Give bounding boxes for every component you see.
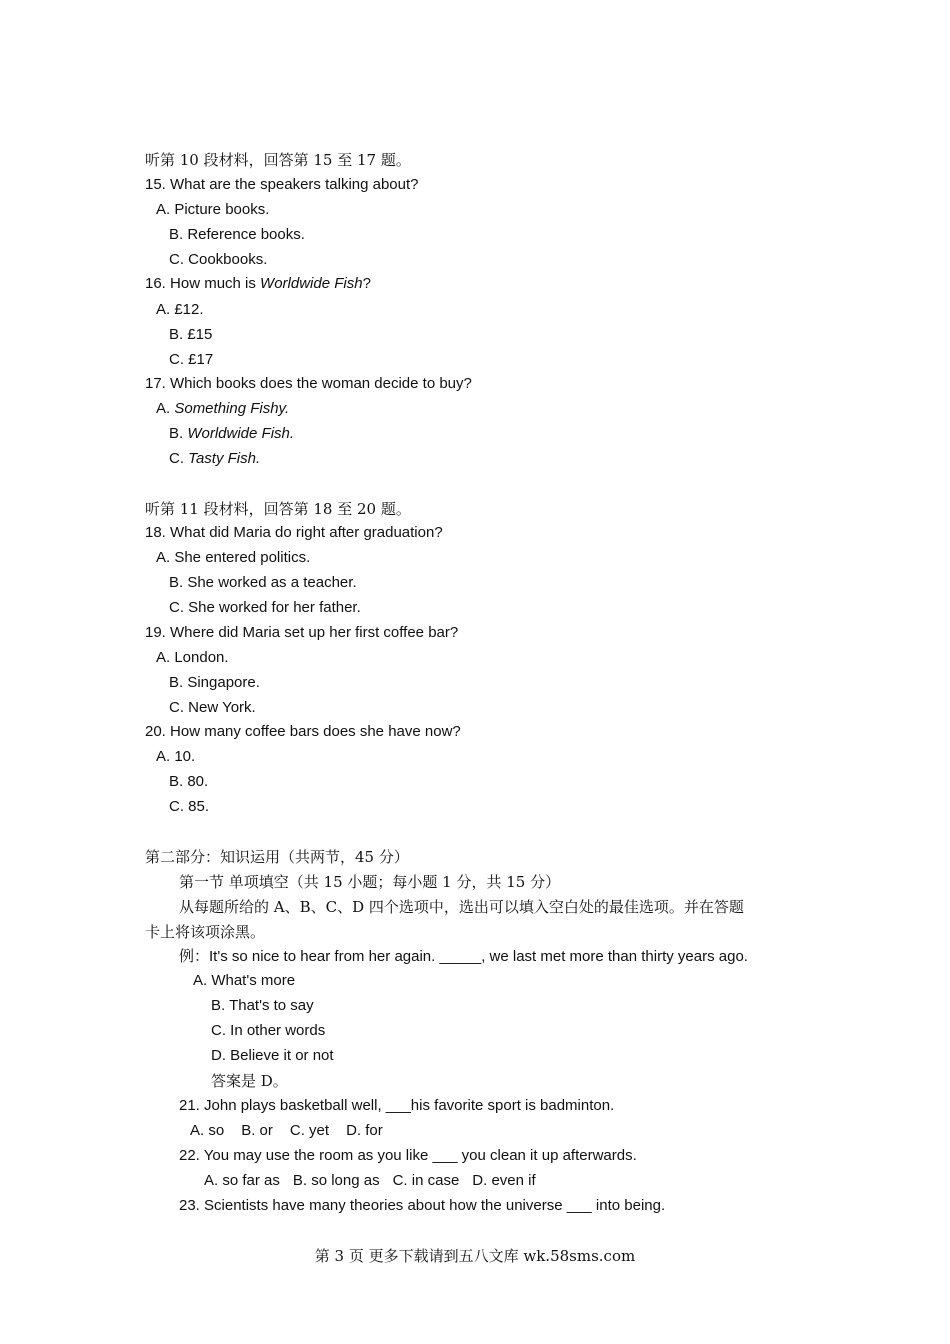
q17-c-title: Tasty Fish. bbox=[188, 450, 261, 467]
q18-option-b: B. She worked as a teacher. bbox=[169, 574, 357, 591]
q19-option-b: B. Singapore. bbox=[169, 674, 260, 691]
example-option-a: A. What's more bbox=[193, 972, 296, 989]
q19-option-a: A. London. bbox=[156, 649, 229, 666]
question-15: 15. What are the speakers talking about? bbox=[145, 176, 419, 193]
q18-option-a: A. She entered politics. bbox=[156, 549, 311, 566]
example-question: 例：It's so nice to hear from her again. _____, we last met more than thirty years ago. bbox=[179, 948, 748, 965]
q17-a-title: Something Fishy. bbox=[174, 400, 290, 417]
q17-c-letter: C. bbox=[169, 450, 189, 467]
q15-option-a: A. Picture books. bbox=[156, 201, 270, 218]
question-23: 23. Scientists have many theories about how the universe ___ into being. bbox=[179, 1197, 666, 1214]
q21-option-c: C. yet bbox=[289, 1122, 330, 1139]
question-18: 18. What did Maria do right after graduation? bbox=[145, 524, 443, 541]
example-option-b: B. That's to say bbox=[211, 997, 314, 1014]
q22-option-c: C. in case bbox=[392, 1172, 460, 1189]
q21-option-a: A. so bbox=[190, 1122, 225, 1139]
q17-a-letter: A. bbox=[156, 400, 175, 417]
q22-option-a: A. so far as bbox=[204, 1172, 280, 1189]
q20-option-c: C. 85. bbox=[169, 798, 210, 815]
question-17: 17. Which books does the woman decide to buy? bbox=[145, 375, 472, 392]
q16-book-title: Worldwide Fish bbox=[260, 275, 363, 292]
instruction-line-2: 卡上将该项涂黑。 bbox=[145, 923, 266, 941]
q22-option-d: D. even if bbox=[472, 1172, 536, 1189]
q15-option-b: B. Reference books. bbox=[169, 226, 305, 243]
example-option-d: D. Believe it or not bbox=[211, 1047, 334, 1064]
q20-option-a: A. 10. bbox=[156, 748, 196, 765]
q16-stem-pre: 16. How much is bbox=[145, 275, 261, 292]
q17-b-title: Worldwide Fish. bbox=[187, 425, 295, 442]
q17-option-b bbox=[169, 424, 294, 444]
q16-stem-post: ? bbox=[362, 275, 371, 292]
example-option-c: C. In other words bbox=[211, 1022, 326, 1039]
q19-option-c: C. New York. bbox=[169, 699, 256, 716]
q15-option-c: C. Cookbooks. bbox=[169, 251, 268, 268]
question-19: 19. Where did Maria set up her first coffee bar? bbox=[145, 624, 459, 641]
q18-option-c: C. She worked for her father. bbox=[169, 599, 361, 616]
section-10-header: 听第 10 段材料，回答第 15 至 17 题。 bbox=[145, 151, 411, 169]
q21-options bbox=[190, 1121, 400, 1141]
section-11-header: 听第 11 段材料，回答第 18 至 20 题。 bbox=[145, 500, 411, 518]
question-16 bbox=[145, 274, 371, 294]
q21-option-b: B. or bbox=[241, 1122, 273, 1139]
q16-option-c: C. £17 bbox=[169, 351, 214, 368]
question-20: 20. How many coffee bars does she have now? bbox=[145, 723, 461, 740]
instruction-line-1: 从每题所给的 A、B、C、D 四个选项中，选出可以填入空白处的最佳选项。并在答题 bbox=[179, 898, 744, 916]
q17-option-c bbox=[169, 449, 260, 469]
q16-option-a: A. £12. bbox=[156, 301, 204, 318]
question-22: 22. You may use the room as you like ___ you clean it up afterwards. bbox=[179, 1147, 637, 1164]
example-answer: 答案是 D。 bbox=[211, 1072, 288, 1090]
q21-option-d: D. for bbox=[346, 1122, 383, 1139]
q16-option-b: B. £15 bbox=[169, 326, 213, 343]
q17-option-a bbox=[156, 399, 289, 419]
q22-options bbox=[204, 1171, 549, 1191]
q22-option-b: B. so long as bbox=[292, 1172, 380, 1189]
q20-option-b: B. 80. bbox=[169, 773, 209, 790]
question-21: 21. John plays basketball well, ___his favorite sport is badminton. bbox=[179, 1097, 615, 1114]
section-1-title: 第一节 单项填空（共 15 小题；每小题 1 分，共 15 分） bbox=[179, 873, 561, 891]
part-2-title: 第二部分：知识运用（共两节，45 分） bbox=[145, 848, 409, 866]
q17-b-letter: B. bbox=[169, 425, 188, 442]
page-footer: 第 3 页 更多下载请到五八文库 wk.58sms.com bbox=[314, 1247, 636, 1265]
